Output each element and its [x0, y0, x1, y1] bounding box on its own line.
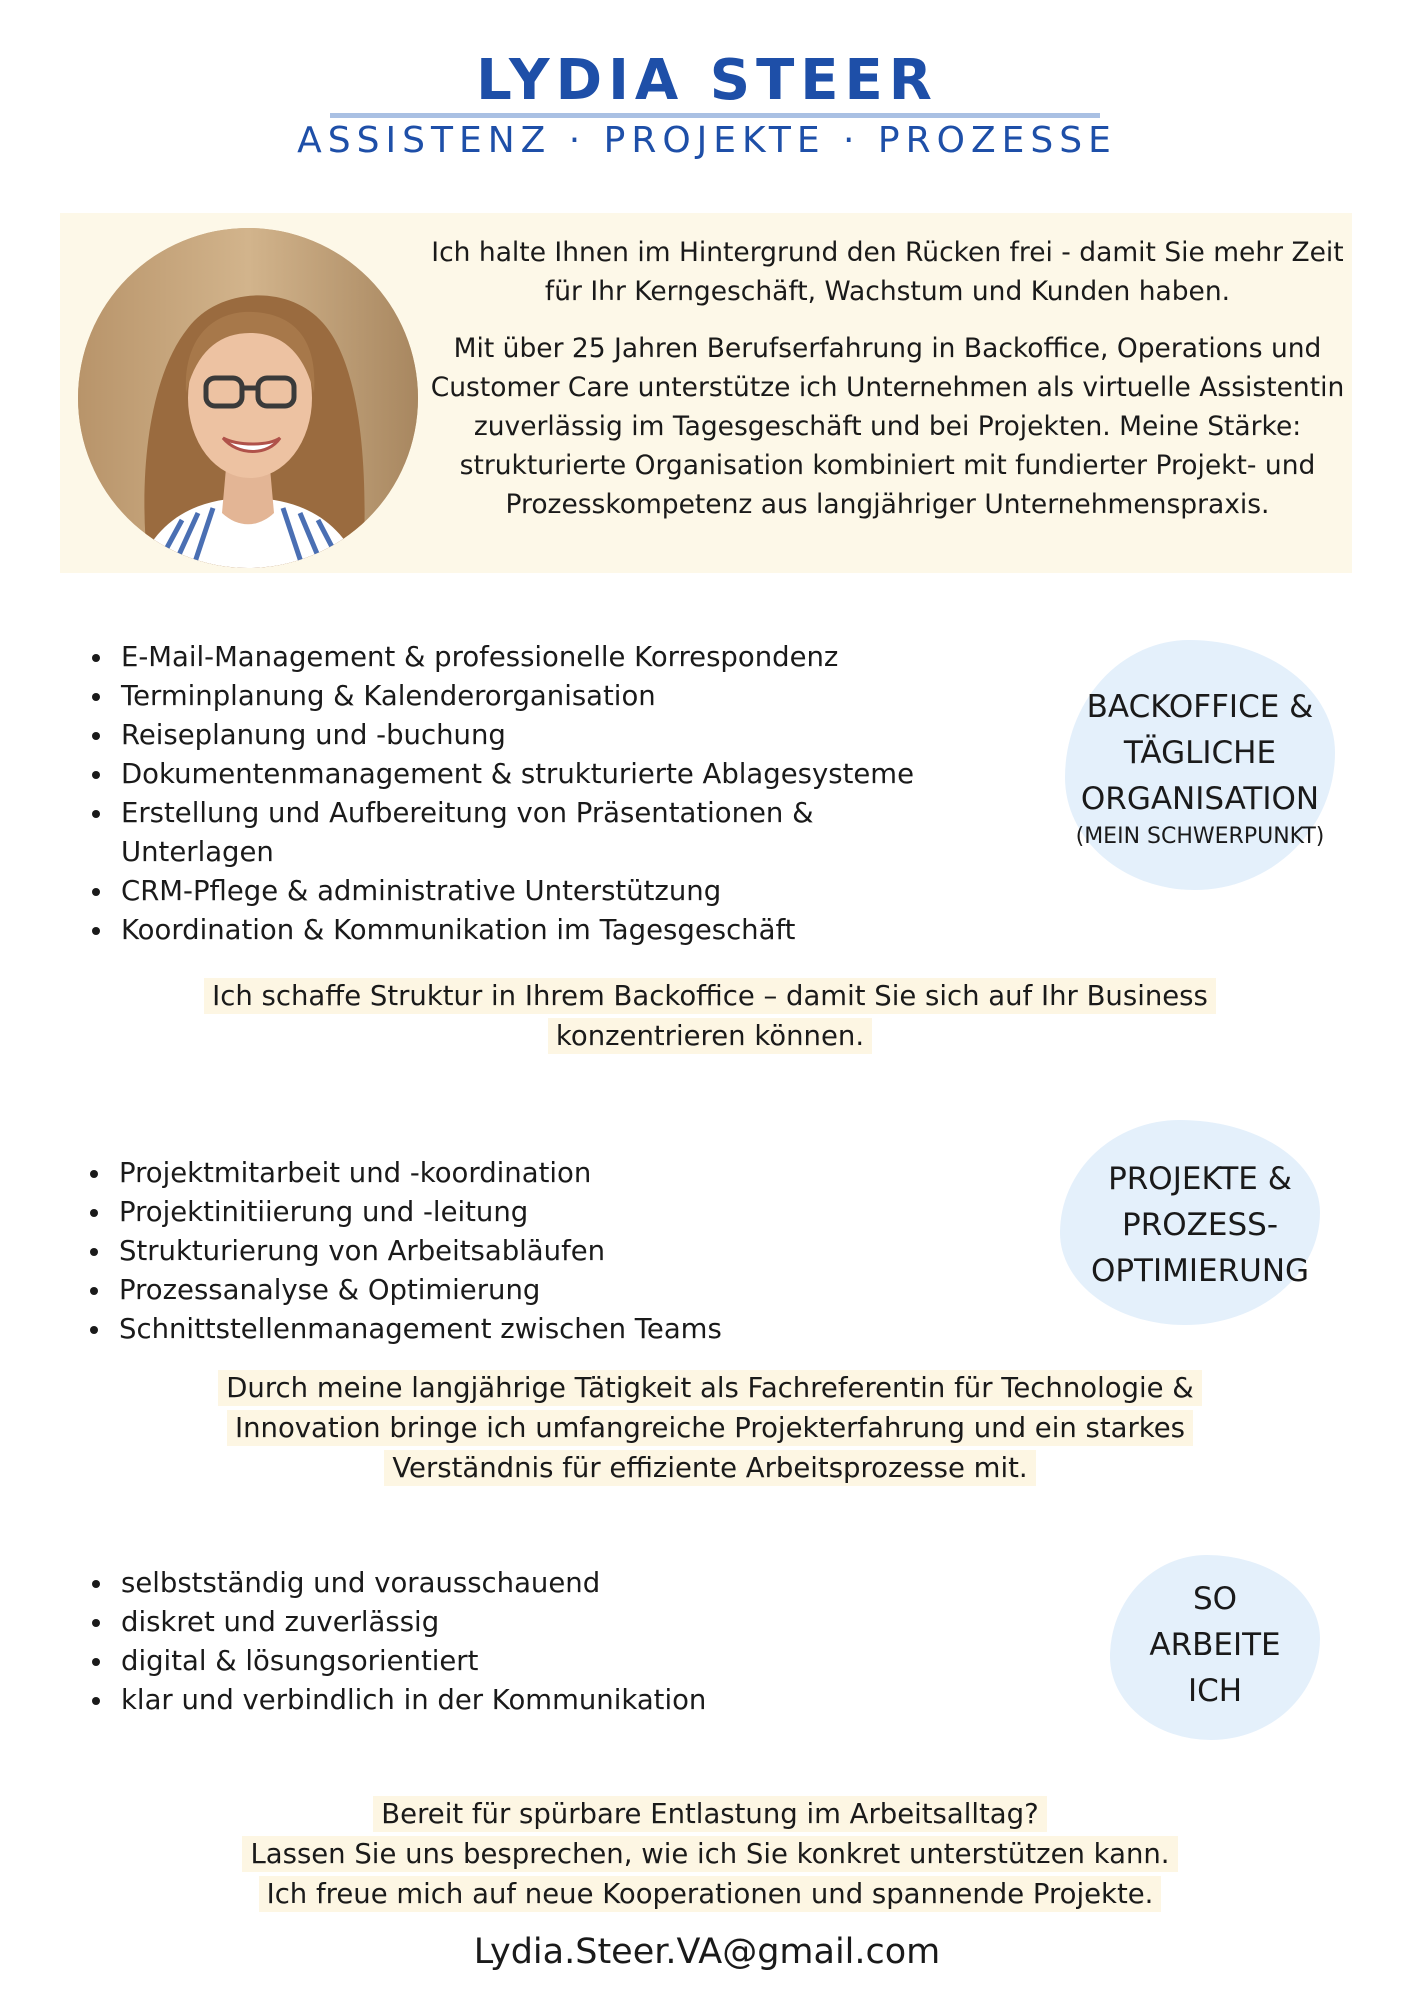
list-item: • digital & lösungsorientiert	[115, 1642, 975, 1681]
list-item: • Dokumentenmanagement & strukturierte Ablagesysteme	[115, 755, 975, 794]
list-item: • Strukturierung von Arbeitsabläufen	[113, 1232, 973, 1271]
portrait-illustration	[78, 228, 418, 568]
contact-email[interactable]: Lydia.Steer.VA@gmail.com	[473, 1932, 941, 1972]
closing-line-3: Ich freue mich auf neue Kooperationen und spannende Projekte.	[259, 1876, 1162, 1912]
projects-label-line: PROJEKTE &	[1108, 1161, 1292, 1197]
list-item: • klar und verbindlich in der Kommunikation	[115, 1681, 975, 1720]
projects-label-line: PROZESS-	[1122, 1207, 1278, 1243]
list-item: • Reiseplanung und -buchung	[115, 716, 975, 755]
projects-statement-text: Durch meine langjährige Tätigkeit als Fachreferentin für Technologie & Innovation bringe ich umfangreiche Projekterfahrung und ein starkes Verständnis für effiziente Arbeitsprozesse mit.	[218, 1370, 1202, 1486]
projects-list	[78, 1154, 973, 1349]
work-style-list	[80, 1564, 975, 1720]
backoffice-statement-text: Ich schaffe Struktur in Ihrem Backoffice – damit Sie sich auf Ihr Business konzentrieren können.	[204, 978, 1216, 1054]
work-style-label-line: ARBEITE	[1149, 1627, 1281, 1663]
projects-statement	[200, 1368, 1220, 1488]
work-style-label-line: SO	[1192, 1581, 1238, 1617]
page-title: LYDIA STEER	[476, 48, 938, 113]
list-item: • E-Mail-Management & professionelle Korrespondenz	[115, 638, 975, 677]
list-item: • Prozessanalyse & Optimierung	[113, 1271, 973, 1310]
list-item: • CRM-Pflege & administrative Unterstützung	[115, 872, 975, 911]
intro-paragraph-1: Ich halte Ihnen im Hintergrund den Rücken frei - damit Sie mehr Zeit für Ihr Kerngeschäft, Wachstum und Kunden haben.	[431, 237, 1344, 307]
list-item: • Projektmitarbeit und -koordination	[113, 1154, 973, 1193]
backoffice-statement	[180, 976, 1240, 1056]
list-item: • Projektinitiierung und -leitung	[113, 1193, 973, 1232]
tagline: ASSISTENZ · PROJEKTE · PROZESSE	[297, 120, 1117, 161]
profile-photo	[78, 228, 418, 568]
backoffice-label-sub: (MEIN SCHWERPUNKT)	[1075, 824, 1325, 849]
intro-text	[425, 233, 1350, 542]
backoffice-list	[80, 638, 975, 950]
closing-line-1: Bereit für spürbare Entlastung im Arbeitsalltag?	[373, 1796, 1046, 1832]
work-style-label-line: ICH	[1187, 1673, 1243, 1709]
work-style-label	[1110, 1576, 1320, 1714]
list-item: • Schnittstellenmanagement zwischen Teams	[113, 1310, 973, 1349]
projects-label	[1045, 1156, 1355, 1294]
backoffice-label	[1045, 684, 1355, 852]
list-item: • selbstständig und vorausschauend	[115, 1564, 975, 1603]
list-item: • diskret und zuverlässig	[115, 1603, 975, 1642]
list-item: • Koordination & Kommunikation im Tagesgeschäft	[115, 911, 975, 950]
backoffice-label-line: BACKOFFICE &	[1086, 689, 1314, 725]
title-divider	[330, 113, 1100, 118]
backoffice-label-line: TÄGLICHE	[1123, 735, 1277, 771]
list-item: • Terminplanung & Kalenderorganisation	[115, 677, 975, 716]
projects-label-line: OPTIMIERUNG	[1090, 1253, 1310, 1289]
backoffice-label-line: ORGANISATION	[1080, 781, 1320, 817]
closing-line-2: Lassen Sie uns besprechen, wie ich Sie konkret unterstützen kann.	[242, 1836, 1177, 1872]
intro-paragraph-2: Mit über 25 Jahren Berufserfahrung in Backoffice, Operations und Customer Care unterstütze ich Unternehmen als virtuelle Assistentin zuverlässig im Tagesgeschäft und bei Projekten. Meine Stärke: strukturierte Organisation kombiniert mit fundierter Projekt- und Prozesskompetenz aus langjähriger Unternehmenspraxis.	[430, 333, 1345, 520]
list-item: • Erstellung und Aufbereitung von Präsentationen & Unterlagen	[115, 794, 861, 872]
closing-statement	[200, 1794, 1220, 1914]
